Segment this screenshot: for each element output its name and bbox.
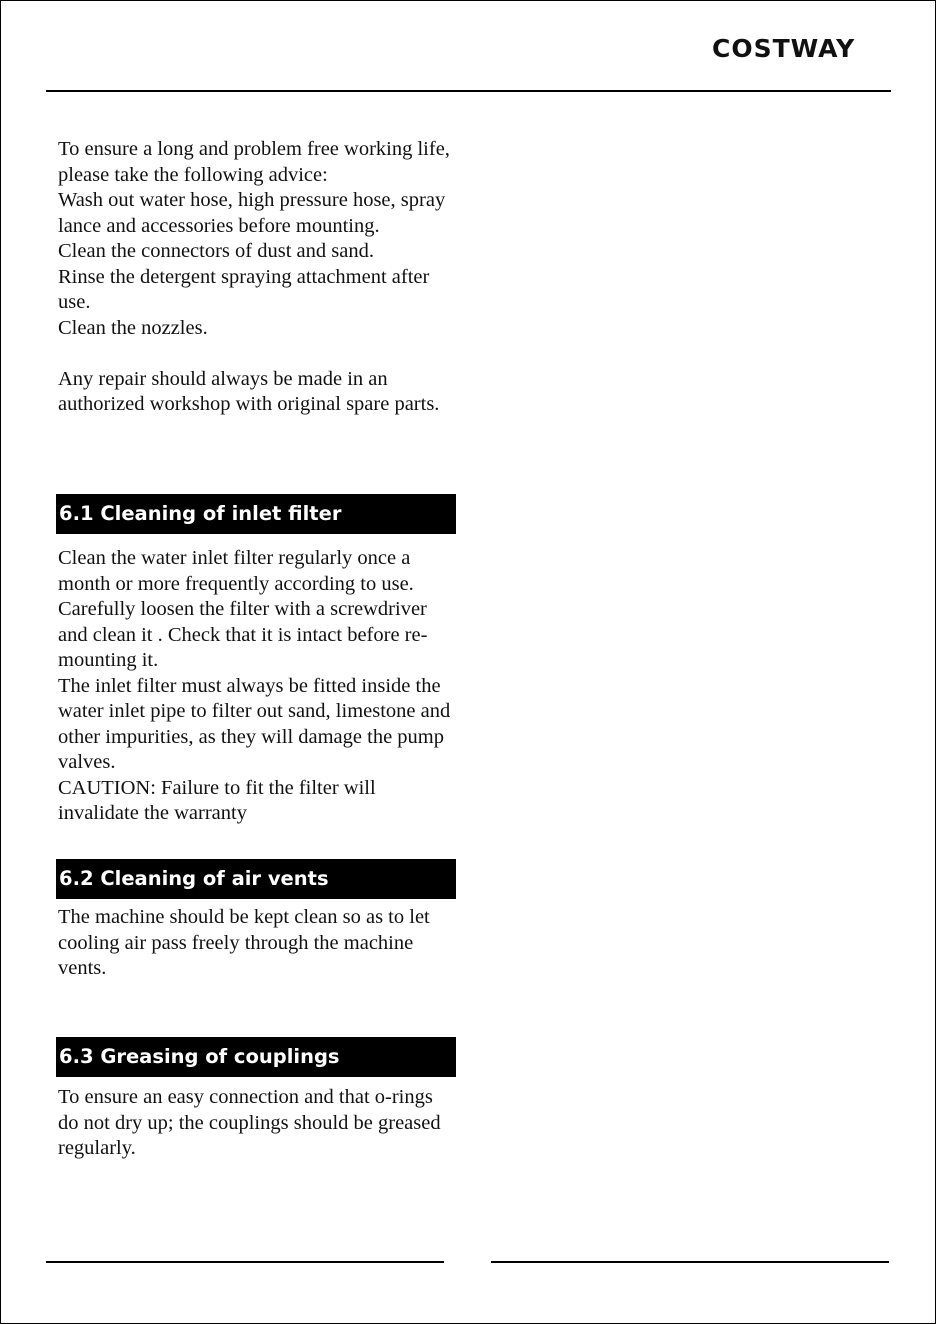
- intro-line: To ensure a long and problem free working life, please take the following advice:: [58, 138, 450, 186]
- section-paragraph: The inlet filter must always be fitted inside the water inlet pipe to filter out sand, limestone and other impurities, as they will damage the pump valves.: [58, 674, 451, 773]
- section-heading-couplings: 6.3 Greasing of couplings: [56, 1037, 456, 1077]
- footer-rule-right: [491, 1261, 889, 1263]
- intro-text: [58, 137, 458, 418]
- section-body-inlet-filter: [58, 546, 458, 827]
- section-heading-inlet-filter: 6.1 Cleaning of inlet filter: [56, 494, 456, 534]
- section-heading-air-vents: 6.2 Cleaning of air vents: [56, 859, 456, 899]
- section-paragraph: Clean the water inlet filter regularly once a month or more frequently according to use. Carefully loosen the filter with a screwdriver and clean it . Check that it is intact before re-mounting it.: [58, 547, 428, 671]
- repair-note: Any repair should always be made in an authorized workshop with original spare parts.: [58, 367, 440, 415]
- caution-text: CAUTION: Failure to fit the filter will invalidate the warranty: [58, 776, 376, 824]
- section-body-air-vents: [58, 905, 458, 982]
- header-rule: [46, 90, 891, 92]
- footer-rule-left: [46, 1261, 444, 1263]
- brand-logo: COSTWAY: [712, 34, 856, 63]
- section-paragraph: To ensure an easy connection and that o-rings do not dry up; the couplings should be greased regularly.: [58, 1086, 441, 1159]
- section-paragraph: The machine should be kept clean so as to let cooling air pass freely through the machine vents.: [58, 906, 430, 979]
- intro-line: Wash out water hose, high pressure hose, spray lance and accessories before mounting.: [58, 189, 446, 237]
- intro-line: Clean the connectors of dust and sand.: [58, 240, 374, 262]
- intro-line: Clean the nozzles.: [58, 316, 208, 339]
- section-body-couplings: [58, 1085, 458, 1162]
- intro-line: Rinse the detergent spraying attachment after use.: [58, 265, 430, 313]
